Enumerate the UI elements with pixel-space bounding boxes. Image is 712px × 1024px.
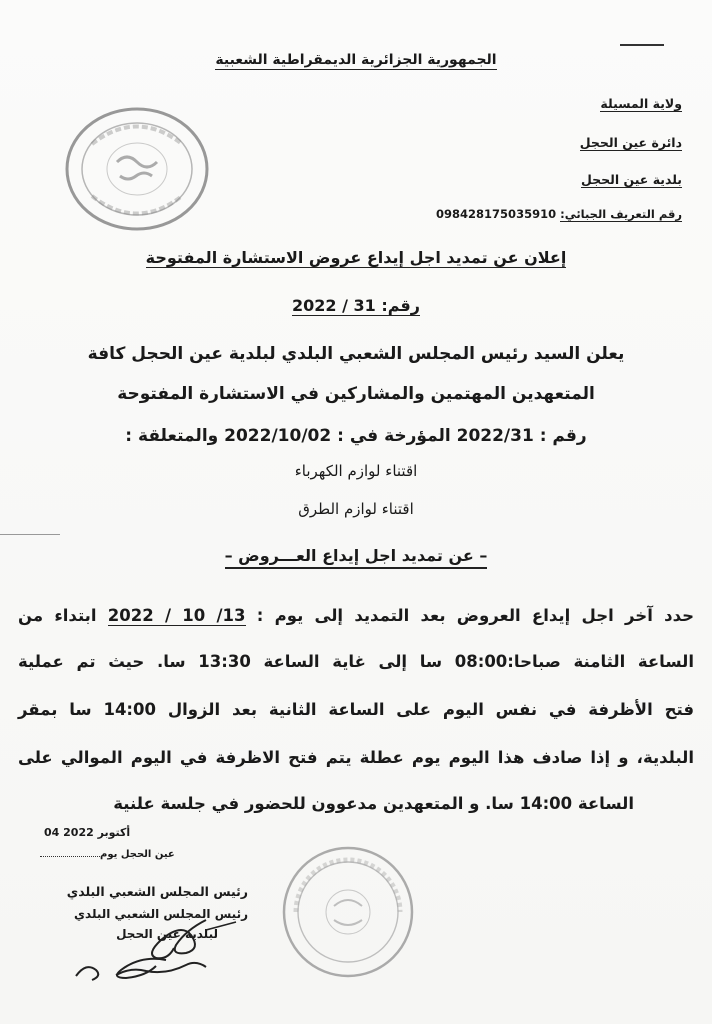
intro-line-2: المتعهدين المهتمين والمشاركين في الاستشارة المفتوحة — [117, 384, 595, 404]
stamp-line-2: لبلدية عين الحجل — [116, 927, 218, 941]
wilaya-label: ولاية المسيلة — [600, 96, 682, 111]
announcement-title: إعلان عن تمديد اجل إيداع عروض الاستشارة المفتوحة — [145, 248, 567, 267]
intro-line-1: يعلن السيد رئيس المجلس الشعبي البلدي لبلدية عين الحجل كافة — [87, 344, 625, 364]
republic-heading: الجمهورية الجزائرية الديمقراطية الشعبية — [215, 52, 497, 68]
tax-id-line: رقم التعريف الجبائي: 098428175035910 — [436, 207, 682, 221]
body-line-4: البلدية، و إذا صادف هذا اليوم يوم عطلة يتم فتح الاظرفة في اليوم الموالي على — [18, 748, 694, 767]
body-line-1: حدد آخر اجل إيداع العروض بعد التمديد إلى يوم : 13/ 10 / 2022 ابتداء من — [18, 606, 694, 625]
body-line-3: فتح الأظرفة في نفس اليوم على الساعة الثانية بعد الزوال 14:00 سا بمقر — [18, 700, 694, 719]
item-electricity: اقتناء لوازم الكهرباء — [294, 462, 418, 480]
reference-line: رقم : 2022/31 المؤرخة في : 2022/10/02 والمتعلقة : — [125, 426, 587, 446]
top-dash-mark — [620, 44, 664, 46]
place-date-line: عين الحجل يوم — [40, 848, 175, 860]
body-line-5: الساعة 14:00 سا. و المتعهدين مدعوون للحضور في جلسة علنية — [113, 794, 634, 813]
item-roads: اقتناء لوازم الطرق — [298, 500, 414, 518]
extension-subheading: – عن تمديد اجل إيداع العـــروض – — [0, 546, 712, 565]
seal-stamp-top — [62, 104, 212, 234]
seal-stamp-bottom — [278, 842, 418, 982]
baladia-label: بلدية عين الحجل — [580, 172, 682, 187]
handwritten-date: 04 أكتوبر 2022 — [44, 826, 131, 839]
signatory-title: رئيس المجلس الشعبي البلدي — [66, 884, 248, 899]
announcement-number: رقم: 31 / 2022 — [292, 296, 420, 315]
daira-label: دائرة عين الحجل — [579, 135, 682, 150]
scan-mark — [0, 534, 60, 535]
stamp-line-1: رئيس المجلس الشعبي البلدي — [74, 907, 248, 921]
handwritten-signature — [56, 880, 256, 990]
deadline-date: 13/ 10 / 2022 — [107, 606, 246, 625]
body-line-2: الساعة الثامنة صباحا:08:00 سا إلى غاية الساعة 13:30 سا. حيث تم عملية — [18, 652, 694, 671]
